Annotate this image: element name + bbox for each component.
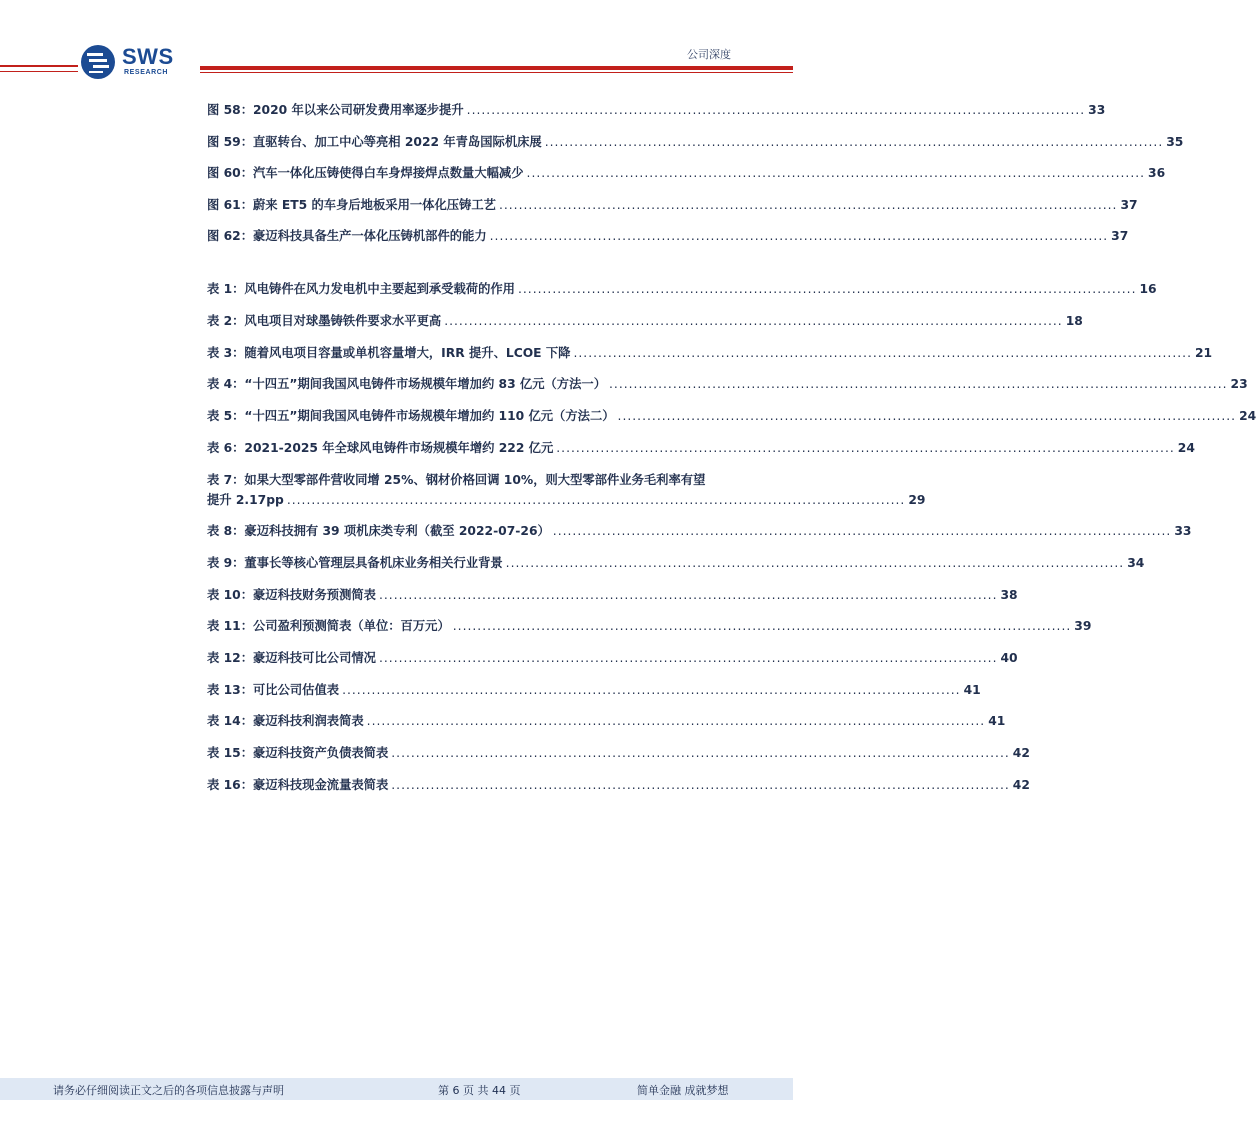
- toc-entry-table[interactable]: 表 13：可比公司估值表 .............................................................................................................................. 41: [207, 682, 981, 697]
- logo-subtext: RESEARCH: [124, 69, 169, 76]
- page-number: 第 6 页 共 44 页: [438, 1084, 521, 1097]
- page-header: [0, 0, 793, 90]
- header-rule: [0, 65, 78, 67]
- toc-entry-figure[interactable]: 图 61：蔚来 ET5 的车身后地板采用一体化压铸工艺 .............................................................................................................................. 37: [207, 197, 1138, 212]
- toc-entry-table[interactable]: 表 3：随着风电项目容量或单机容量增大，IRR 提升、LCOE 下降 .............................................................................................................................. 21: [207, 345, 1213, 360]
- report-type-label: 公司深度: [687, 48, 731, 61]
- header-rule: [0, 71, 78, 72]
- toc-entry-figure[interactable]: 图 59：直驱转台、加工中心等亮相 2022 年青岛国际机床展 .............................................................................................................................. 35: [207, 134, 1184, 149]
- toc-entry-table[interactable]: 表 15：豪迈科技资产负债表简表 .............................................................................................................................. 42: [207, 746, 1030, 760]
- toc-entry-table[interactable]: 表 6：2021-2025 年全球风电铸件市场规模年增约 222 亿元 .............................................................................................................................. 24: [207, 440, 1195, 455]
- toc-entry-figure[interactable]: 图 62：豪迈科技具备生产一体化压铸机部件的能力 .............................................................................................................................. 37: [207, 229, 1129, 244]
- toc-entry-figure[interactable]: 图 58：2020 年以来公司研发费用率逐步提升 .............................................................................................................................. 33: [207, 103, 1106, 117]
- page-footer: [0, 1078, 793, 1100]
- toc-entry-table[interactable]: 表 10：豪迈科技财务预测简表 .............................................................................................................................. 38: [207, 587, 1018, 602]
- table-list: [207, 279, 1256, 794]
- toc-entry-table[interactable]: 表 16：豪迈科技现金流量表简表 .............................................................................................................................. 42: [207, 777, 1030, 792]
- toc-entry-table[interactable]: 表 9：董事长等核心管理层具备机床业务相关行业背景 .............................................................................................................................. 34: [207, 555, 1145, 570]
- figure-list: [207, 100, 1184, 246]
- toc-entry-figure[interactable]: 图 60：汽车一体化压铸使得白车身焊接焊点数量大幅减少 .............................................................................................................................. 36: [207, 166, 1166, 181]
- toc-entry-table[interactable]: 表 8：豪迈科技拥有 39 项机床类专利（截至 2022-07-26） .............................................................................................................................. 33: [207, 524, 1192, 539]
- toc-entry-table[interactable]: 表 7：如果大型零部件营收同增 25%、钢材价格回调 10%，则大型零部件业务毛利率有望 提升 2.17pp .............................................................................................................................. 29: [207, 472, 926, 507]
- header-rule: [200, 72, 793, 73]
- toc-entry-table[interactable]: 表 11：公司盈利预测简表（单位：百万元） .............................................................................................................................. 39: [207, 619, 1092, 634]
- toc-entry-table[interactable]: 表 4：“十四五”期间我国风电铸件市场规模年增加约 83 亿元（方法一） .............................................................................................................................. 23: [207, 377, 1248, 392]
- toc-entry-table[interactable]: 表 5：“十四五”期间我国风电铸件市场规模年增加约 110 亿元（方法二） .............................................................................................................................. 24: [207, 409, 1256, 424]
- sws-logo: [80, 44, 190, 84]
- sws-logo-icon: [80, 44, 116, 80]
- toc-entry-table[interactable]: 表 12：豪迈科技可比公司情况 .............................................................................................................................. 40: [207, 650, 1018, 665]
- company-slogan: 简单金融 成就梦想: [637, 1084, 729, 1097]
- toc-entry-table[interactable]: 表 2：风电项目对球墨铸铁件要求水平更高 .............................................................................................................................. 18: [207, 314, 1083, 329]
- toc-entry-table[interactable]: 表 1：风电铸件在风力发电机中主要起到承受载荷的作用 .............................................................................................................................. 16: [207, 282, 1157, 297]
- disclaimer-notice: 请务必仔细阅读正文之后的各项信息披露与声明: [53, 1084, 284, 1097]
- logo-text: SWS: [122, 44, 174, 69]
- table-of-contents: [207, 100, 1256, 806]
- toc-entry-table[interactable]: 表 14：豪迈科技利润表简表 .............................................................................................................................. 41: [207, 714, 1006, 729]
- header-rule: [200, 66, 793, 70]
